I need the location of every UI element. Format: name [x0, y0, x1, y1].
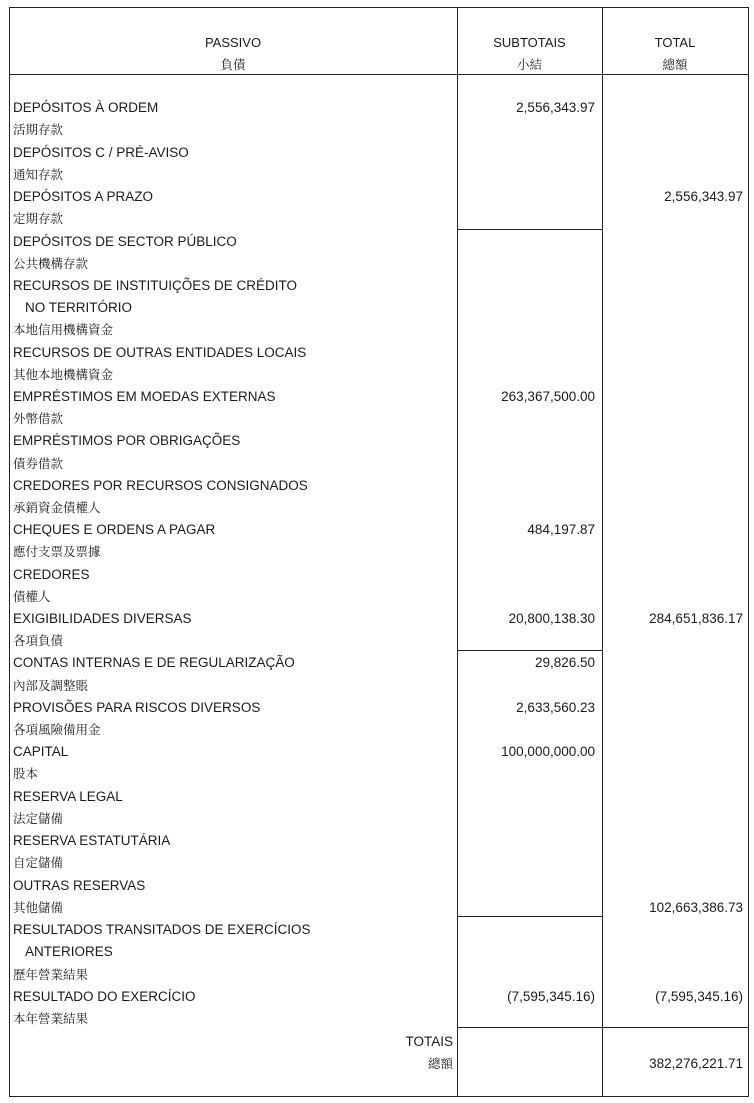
- row-label-zh: 其他儲備: [13, 900, 64, 915]
- frame-bottom: [9, 1096, 749, 1097]
- col-sep-1: [457, 7, 458, 1097]
- row-label-pt: DEPÓSITOS À ORDEM: [13, 100, 159, 115]
- header-subtotais-zh: 小結: [516, 57, 542, 72]
- row-label-pt: EXIGIBILIDADES DIVERSAS: [13, 611, 192, 626]
- frame-left: [9, 7, 10, 1097]
- row-label-pt: RESULTADO DO EXERCÍCIO: [13, 989, 196, 1004]
- row-label-pt: RECURSOS DE OUTRAS ENTIDADES LOCAIS: [13, 345, 307, 360]
- row-label-pt: CAPITAL: [13, 744, 69, 759]
- row-label-zh: 定期存款: [13, 211, 64, 226]
- subtotal-value: 484,197.87: [527, 522, 595, 537]
- row-label-zh: 歷年營業結果: [13, 967, 89, 982]
- row-label-pt: OUTRAS RESERVAS: [13, 878, 146, 893]
- row-label-zh: 法定儲備: [13, 811, 64, 826]
- subtotal-value: 20,800,138.30: [508, 611, 595, 626]
- header-passivo: [9, 32, 457, 76]
- subtotal-value: 100,000,000.00: [501, 744, 595, 759]
- header-subtotais-pt: SUBTOTAIS: [493, 35, 566, 50]
- header-subtotais: [457, 32, 602, 76]
- row-label-zh: 承銷資金債權人: [13, 500, 101, 515]
- header-passivo-pt: PASSIVO: [204, 35, 262, 50]
- subtotal-value: 263,367,500.00: [501, 389, 595, 404]
- row-label-pt-cont: ANTERIORES: [25, 944, 113, 959]
- row-label-zh: 各項風險備用金: [13, 722, 101, 737]
- total-value: 2,556,343.97: [664, 189, 743, 204]
- subtotal-value: 2,633,560.23: [516, 700, 595, 715]
- row-label-pt: DEPÓSITOS A PRAZO: [13, 189, 154, 204]
- header-total: [602, 32, 748, 76]
- col-sep-2: [602, 7, 603, 1097]
- row-label-zh: 外幣借款: [13, 411, 64, 426]
- header-total-pt: TOTAL: [654, 35, 696, 50]
- total-value: (7,595,345.16): [655, 989, 743, 1004]
- row-label-pt: EMPRÉSTIMOS POR OBRIGAÇÕES: [13, 433, 241, 448]
- totals-label: TOTAIS: [405, 1034, 453, 1049]
- row-label-zh: 債權人: [13, 589, 51, 604]
- row-label-zh: 本年營業結果: [13, 1011, 89, 1026]
- subtotal-group-line-3: [457, 916, 603, 917]
- subtotal-value: (7,595,345.16): [507, 989, 595, 1004]
- row-label-zh: 其他本地機構資金: [13, 367, 114, 382]
- row-label-zh: 內部及調整賬: [13, 678, 89, 693]
- row-label-pt-cont: NO TERRITÓRIO: [25, 300, 133, 315]
- subtotal-value: 2,556,343.97: [516, 100, 595, 115]
- header-passivo-zh: 負債: [220, 57, 246, 72]
- row-label-zh: 股本: [13, 766, 39, 781]
- row-label-zh: 自定儲備: [13, 855, 64, 870]
- total-value: 102,663,386.73: [649, 900, 743, 915]
- row-label-pt: PROVISÕES PARA RISCOS DIVERSOS: [13, 700, 261, 715]
- total-value: 284,651,836.17: [649, 611, 743, 626]
- row-label-zh: 債券借款: [13, 456, 64, 471]
- row-label-pt: RECURSOS DE INSTITUIÇÕES DE CRÉDITO: [13, 278, 298, 293]
- totals-label-zh: 總額: [427, 1056, 453, 1071]
- row-label-pt: CREDORES: [13, 567, 90, 582]
- row-label-pt: CHEQUES E ORDENS A PAGAR: [13, 522, 216, 537]
- row-label-pt: DEPÓSITOS C / PRÉ-AVISO: [13, 145, 189, 160]
- row-label-pt: CREDORES POR RECURSOS CONSIGNADOS: [13, 478, 308, 493]
- subtotal-group-line-2: [457, 650, 603, 651]
- row-label-zh: 本地信用機構資金: [13, 322, 114, 337]
- header-total-zh: 總額: [662, 57, 688, 72]
- row-label-pt: DEPÓSITOS DE SECTOR PÚBLICO: [13, 234, 237, 249]
- row-label-zh: 各項負債: [13, 633, 64, 648]
- row-label-pt: RESULTADOS TRANSITADOS DE EXERCÍCIOS: [13, 922, 311, 937]
- row-label-zh: 應付支票及票據: [13, 544, 101, 559]
- row-label-zh: 公共機構存款: [13, 256, 89, 271]
- subtotal-group-line-1: [457, 229, 603, 230]
- frame-right: [748, 7, 749, 1097]
- row-label-pt: RESERVA ESTATUTÁRIA: [13, 833, 171, 848]
- subtotal-value: 29,826.50: [534, 655, 595, 670]
- totals-separator: [457, 1027, 749, 1028]
- row-label-pt: RESERVA LEGAL: [13, 789, 123, 804]
- frame-top: [9, 7, 749, 8]
- grand-total-value: 382,276,221.71: [649, 1056, 743, 1071]
- row-label-pt: CONTAS INTERNAS E DE REGULARIZAÇÃO: [13, 655, 295, 670]
- row-label-zh: 活期存款: [13, 122, 64, 137]
- row-label-zh: 通知存款: [13, 167, 64, 182]
- balance-sheet-liabilities: [9, 7, 749, 1097]
- row-label-pt: EMPRÉSTIMOS EM MOEDAS EXTERNAS: [13, 389, 276, 404]
